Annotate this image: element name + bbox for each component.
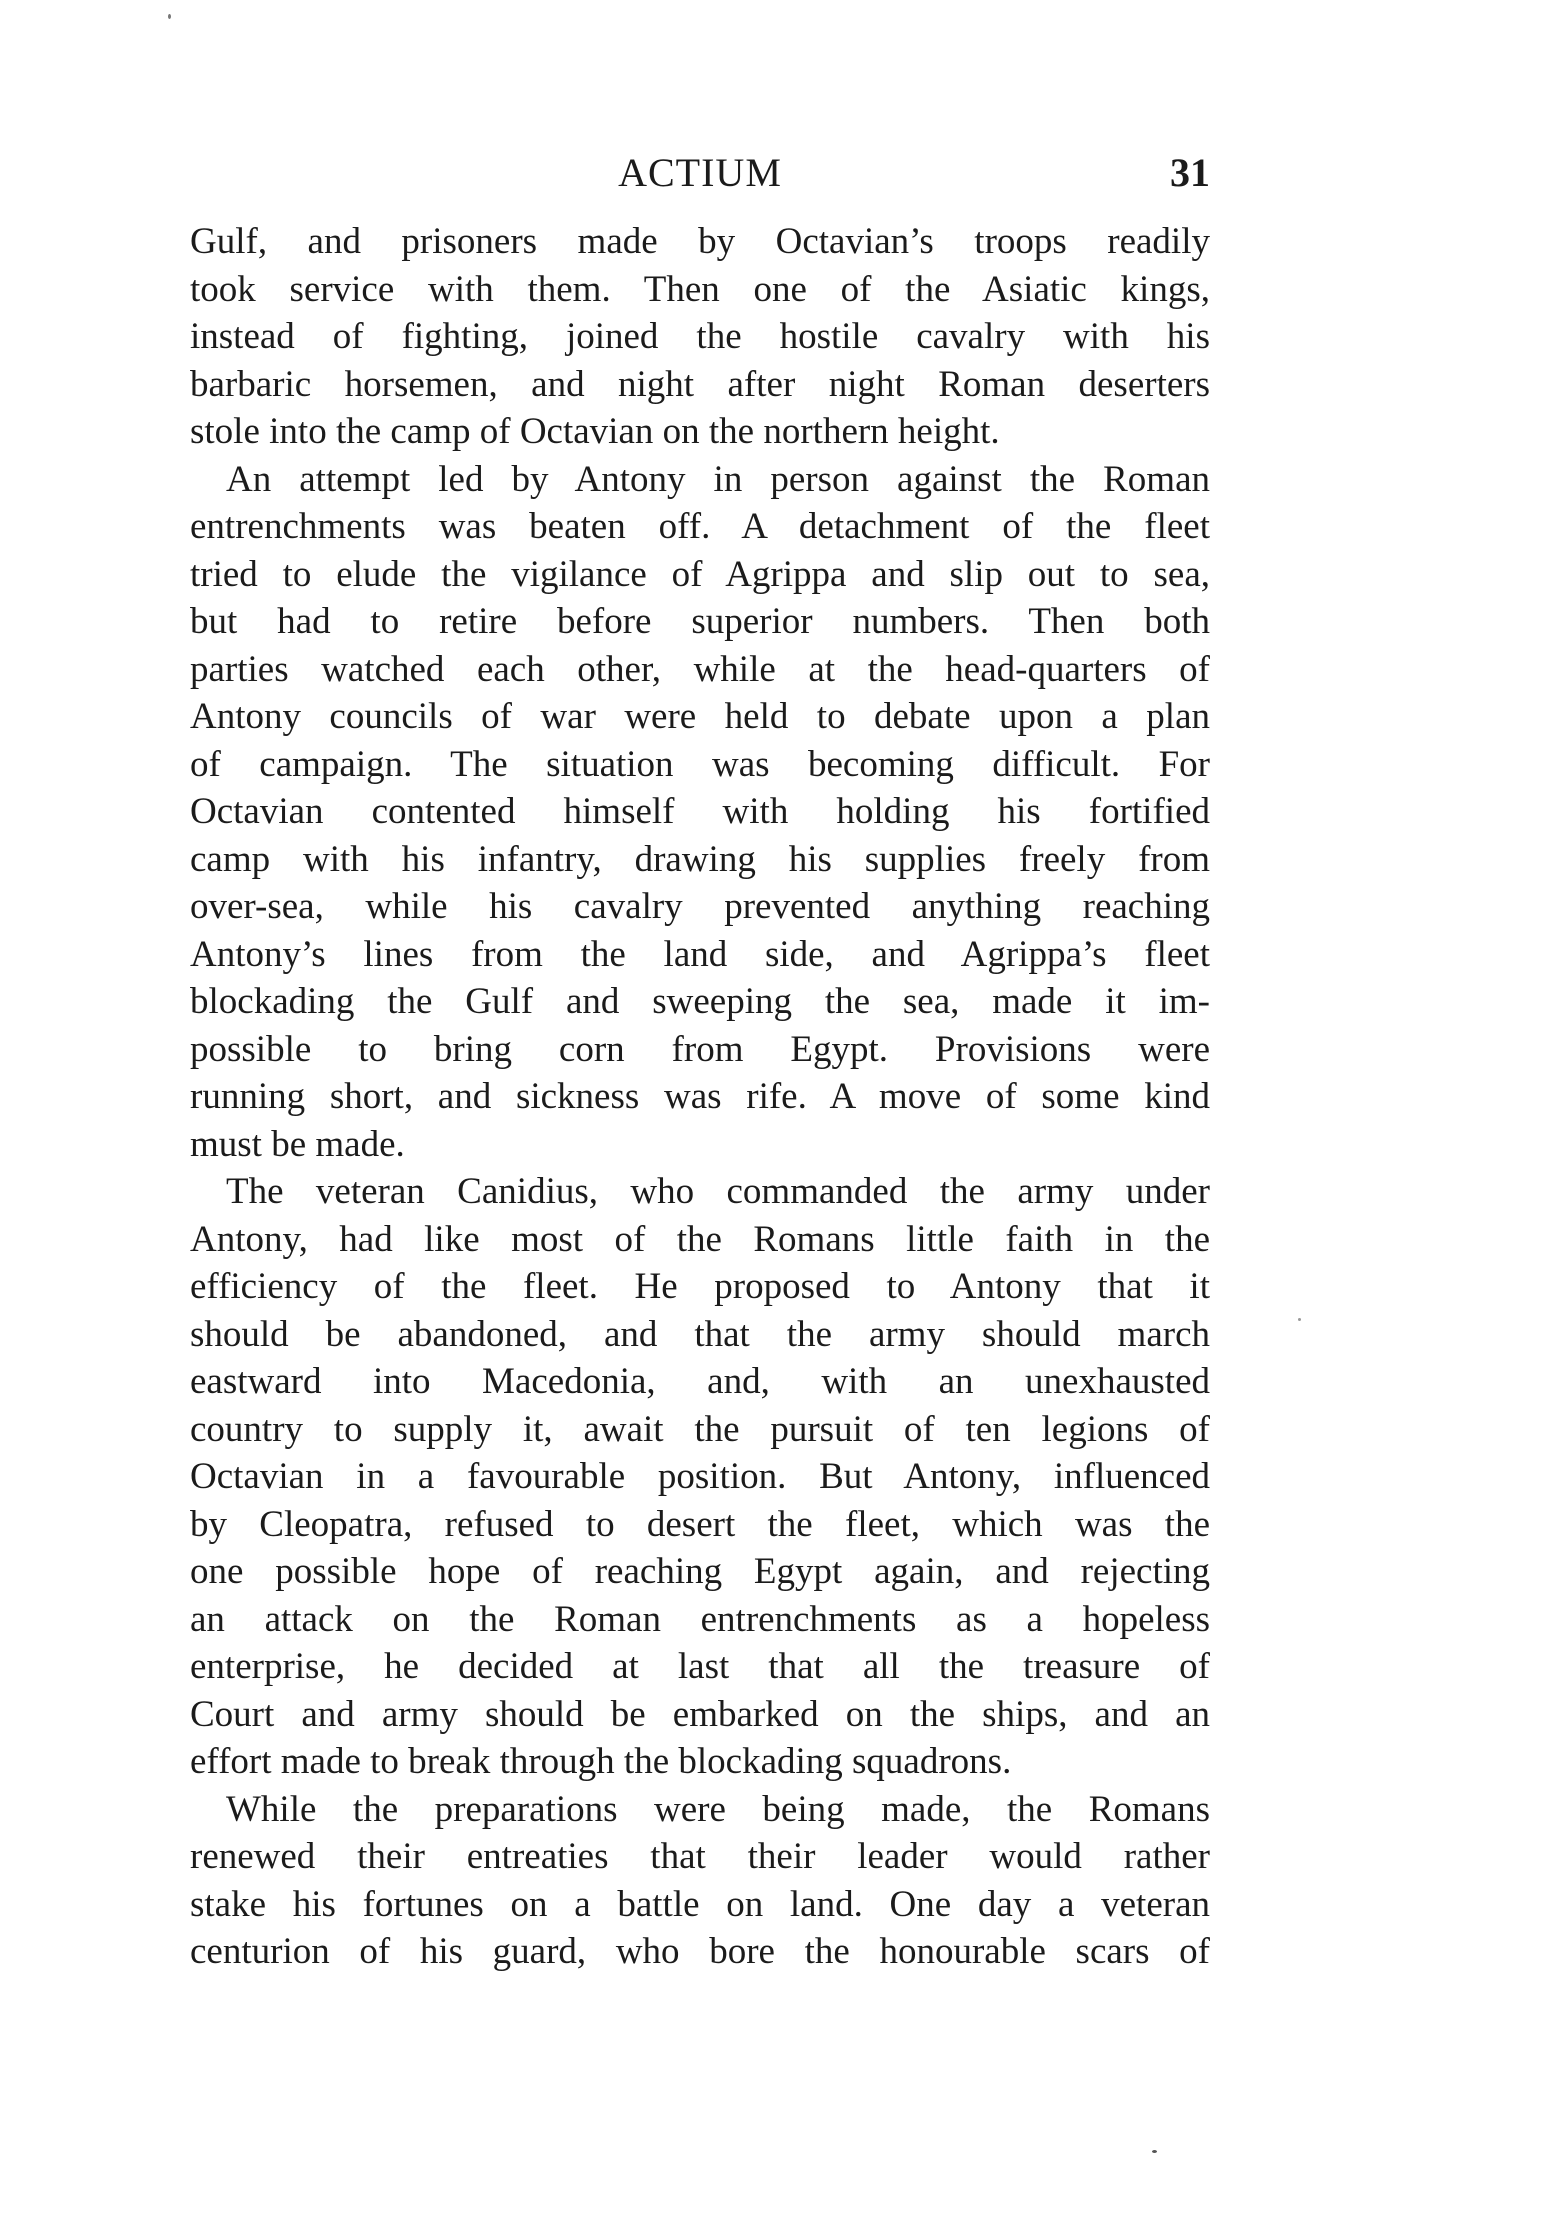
text-line: over-sea, while his cavalry prevented anything reaching [190, 886, 1210, 927]
text-line: should be abandoned, and that the army should march [190, 1313, 1210, 1355]
text-line: stole into the camp of Octavian on the northern height. [190, 411, 1000, 452]
text-line: possible to bring corn from Egypt. Provisions were [190, 1028, 1210, 1070]
running-title: ACTIUM [618, 150, 782, 195]
text-line: country to supply it, await the pursuit of ten legions of [190, 1408, 1210, 1450]
text-line: took service with them. Then one of the Asiatic kings, [190, 268, 1210, 310]
text-line: an attack on the Roman entrenchments as a hopeless [190, 1598, 1210, 1640]
text-line: camp with his infantry, drawing his supplies freely from [190, 838, 1210, 880]
paragraph-start-line: The veteran Canidius, who commanded the army under [226, 1171, 1210, 1212]
text-line: Octavian contented himself with holding his fortified [190, 791, 1210, 832]
text-line: enterprise, he decided at last that all the treasure of [190, 1646, 1210, 1687]
text-line: must be made. [190, 1123, 405, 1165]
paper-speck [1152, 2150, 1157, 2153]
text-line: running short, and sickness was rife. A move of some kind [190, 1076, 1210, 1117]
text-line: but had to retire before superior numbers. Then both [190, 601, 1210, 642]
text-line: centurion of his guard, who bore the honourable scars of [190, 1931, 1210, 1972]
text-line: one possible hope of reaching Egypt again, and rejecting [190, 1551, 1210, 1592]
text-line: renewed their entreaties that their leader would rather [190, 1836, 1210, 1877]
text-line: Octavian in a favourable position. But Antony, influenced [190, 1456, 1210, 1497]
text-line: parties watched each other, while at the head-quarters of [190, 648, 1210, 690]
text-line: of campaign. The situation was becoming difficult. For [190, 743, 1210, 785]
text-line: eastward into Macedonia, and, with an unexhausted [190, 1361, 1210, 1402]
text-line: Antony councils of war were held to debate upon a plan [190, 696, 1210, 737]
running-head [190, 148, 1210, 198]
text-line: Antony’s lines from the land side, and Agrippa’s fleet [190, 933, 1210, 975]
paper-speck [168, 14, 171, 19]
text-line: Gulf, and prisoners made by Octavian’s troops readily [190, 221, 1210, 262]
text-line: barbaric horsemen, and night after night Roman deserters [190, 363, 1210, 405]
paper-speck [1298, 1318, 1301, 1321]
text-line: efficiency of the fleet. He proposed to Antony that it [190, 1266, 1210, 1307]
text-line: Antony, had like most of the Romans little faith in the [190, 1218, 1210, 1260]
text-line: tried to elude the vigilance of Agrippa and slip out to sea, [190, 553, 1210, 595]
text-line: effort made to break through the blockading squadrons. [190, 1741, 1012, 1782]
text-line: Court and army should be embarked on the ships, and an [190, 1693, 1210, 1735]
page-number: 31 [1170, 150, 1210, 195]
text-line: by Cleopatra, refused to desert the fleet, which was the [190, 1503, 1210, 1545]
body-text [190, 218, 1210, 1976]
text-line: entrenchments was beaten off. A detachment of the fleet [190, 506, 1210, 547]
text-line: instead of fighting, joined the hostile cavalry with his [190, 316, 1210, 357]
paragraph-start-line: While the preparations were being made, the Romans [226, 1788, 1210, 1830]
text-line: stake his fortunes on a battle on land. One day a veteran [190, 1883, 1210, 1925]
text-line: blockading the Gulf and sweeping the sea, made it im- [190, 981, 1210, 1022]
paragraph-start-line: An attempt led by Antony in person against the Roman [226, 458, 1210, 500]
